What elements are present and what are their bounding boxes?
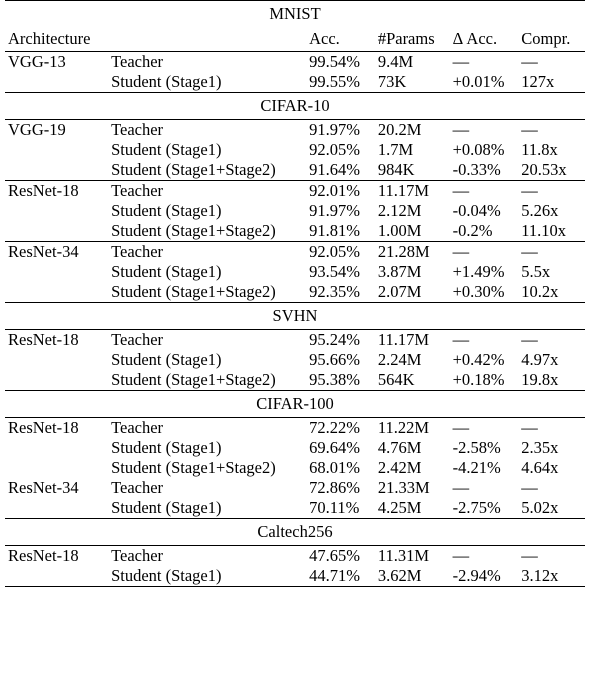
delta-acc-cell: -2.75% <box>452 498 501 517</box>
architecture-cell: ResNet-18 <box>5 181 108 202</box>
architecture-cell: ResNet-18 <box>5 418 108 439</box>
compr-cell: — <box>521 478 538 497</box>
architecture-cell: ResNet-18 <box>5 546 108 567</box>
delta-acc-cell: +0.18% <box>452 370 505 389</box>
delta-acc-cell: +1.49% <box>452 262 505 281</box>
params-cell: 9.4M <box>375 52 450 73</box>
delta-acc-cell: -0.04% <box>452 201 501 220</box>
table-row <box>5 242 585 263</box>
model-cell: Student (Stage1+Stage2) <box>111 370 276 389</box>
table-row <box>5 458 585 478</box>
architecture-cell: VGG-13 <box>5 52 108 73</box>
table-row <box>5 438 585 458</box>
delta-acc-cell: -2.94% <box>450 566 519 587</box>
acc-cell: 99.55% <box>309 72 360 91</box>
delta-acc-cell: -0.2% <box>452 221 493 240</box>
params-cell: 21.33M <box>377 478 430 497</box>
model-cell: Student (Stage1) <box>111 140 222 159</box>
table-row <box>5 120 585 141</box>
params-cell: 11.22M <box>375 418 450 439</box>
model-cell: Teacher <box>108 52 306 73</box>
params-cell: 2.42M <box>377 458 422 477</box>
params-cell: 21.28M <box>375 242 450 263</box>
compr-cell: 10.2x <box>521 282 559 301</box>
dataset-title: MNIST <box>5 1 585 28</box>
compr-cell: 5.02x <box>521 498 559 517</box>
delta-acc-cell: +0.01% <box>452 72 505 91</box>
compr-cell: 19.8x <box>521 370 559 389</box>
architecture-cell <box>5 221 108 242</box>
architecture-cell <box>5 72 108 93</box>
acc-cell: 72.86% <box>309 478 360 497</box>
table-row <box>5 418 585 439</box>
table-row <box>5 221 585 242</box>
architecture-cell: ResNet-34 <box>8 478 79 497</box>
params-cell: 1.00M <box>377 221 422 240</box>
acc-cell: 99.54% <box>306 52 375 73</box>
model-cell: Student (Stage1+Stage2) <box>111 221 276 240</box>
header-acc: Acc. <box>309 29 340 48</box>
params-cell: 4.25M <box>377 498 422 517</box>
params-cell: 2.12M <box>377 201 422 220</box>
model-cell: Student (Stage1+Stage2) <box>111 160 276 179</box>
compr-cell: 20.53x <box>521 160 567 179</box>
params-cell: 11.17M <box>375 181 450 202</box>
acc-cell: 93.54% <box>309 262 360 281</box>
acc-cell: 91.97% <box>309 201 360 220</box>
delta-acc-cell: — <box>450 52 519 73</box>
params-cell: 1.7M <box>377 140 414 159</box>
architecture-cell <box>5 350 108 370</box>
results-table-body <box>5 1 585 587</box>
architecture-cell: ResNet-34 <box>5 242 108 263</box>
compr-cell: — <box>518 181 585 202</box>
section-title-row <box>5 519 585 546</box>
model-cell: Student (Stage1) <box>111 72 222 91</box>
architecture-cell <box>5 140 108 160</box>
dataset-title: SVHN <box>5 303 585 330</box>
acc-cell: 44.71% <box>306 566 375 587</box>
params-cell: 3.62M <box>375 566 450 587</box>
compr-cell: — <box>518 330 585 351</box>
architecture-cell: ResNet-18 <box>5 330 108 351</box>
header-row <box>5 27 585 52</box>
table-row <box>5 160 585 181</box>
model-cell: Teacher <box>108 120 306 141</box>
compr-cell: 3.12x <box>518 566 585 587</box>
compr-cell: 5.26x <box>521 201 559 220</box>
delta-acc-cell: — <box>452 478 470 497</box>
table-row <box>5 498 585 519</box>
model-cell: Teacher <box>108 546 306 567</box>
table-row <box>5 566 585 587</box>
acc-cell: 47.65% <box>306 546 375 567</box>
architecture-cell: VGG-19 <box>5 120 108 141</box>
params-cell: 564K <box>377 370 415 389</box>
params-cell: 20.2M <box>375 120 450 141</box>
table-row <box>5 370 585 391</box>
compr-cell: 4.97x <box>521 350 559 369</box>
acc-cell: 70.11% <box>309 498 360 517</box>
header-delta-acc: Δ Acc. <box>452 29 498 48</box>
compr-cell: 2.35x <box>521 438 559 457</box>
acc-cell: 91.81% <box>309 221 360 240</box>
architecture-cell <box>5 282 108 303</box>
architecture-cell <box>5 201 108 221</box>
table-row <box>5 52 585 73</box>
acc-cell: 95.38% <box>309 370 360 389</box>
section-title-row <box>5 391 585 418</box>
compr-cell: 127x <box>521 72 555 91</box>
model-cell: Teacher <box>108 181 306 202</box>
delta-acc-cell: -2.58% <box>452 438 501 457</box>
params-cell: 2.24M <box>377 350 422 369</box>
params-cell: 3.87M <box>377 262 422 281</box>
delta-acc-cell: — <box>450 242 519 263</box>
model-cell: Student (Stage1) <box>111 438 222 457</box>
dataset-title: Caltech256 <box>5 519 585 546</box>
compr-cell: 4.64x <box>521 458 559 477</box>
delta-acc-cell: -0.33% <box>452 160 501 179</box>
dataset-title: CIFAR-10 <box>5 93 585 120</box>
architecture-cell <box>5 566 108 587</box>
architecture-cell <box>5 458 108 478</box>
compr-cell: — <box>518 418 585 439</box>
architecture-cell <box>5 438 108 458</box>
table-row <box>5 282 585 303</box>
delta-acc-cell: +0.30% <box>452 282 505 301</box>
acc-cell: 68.01% <box>309 458 360 477</box>
delta-acc-cell: +0.42% <box>452 350 505 369</box>
compr-cell: — <box>518 242 585 263</box>
model-cell: Student (Stage1) <box>111 498 222 517</box>
acc-cell: 95.66% <box>309 350 360 369</box>
table-row <box>5 546 585 567</box>
model-cell: Student (Stage1+Stage2) <box>111 282 276 301</box>
compr-cell: 5.5x <box>521 262 551 281</box>
section-title-row <box>5 1 585 28</box>
section-title-row <box>5 93 585 120</box>
model-cell: Student (Stage1+Stage2) <box>111 458 276 477</box>
table-row <box>5 140 585 160</box>
table-row <box>5 330 585 351</box>
architecture-cell <box>5 160 108 181</box>
acc-cell: 92.35% <box>309 282 360 301</box>
acc-cell: 69.64% <box>309 438 360 457</box>
params-cell: 984K <box>377 160 415 179</box>
architecture-cell <box>5 370 108 391</box>
architecture-cell <box>5 498 108 519</box>
delta-acc-cell: -4.21% <box>452 458 501 477</box>
params-cell: 4.76M <box>377 438 422 457</box>
header-architecture: Architecture <box>8 29 91 48</box>
params-cell: 11.31M <box>375 546 450 567</box>
dataset-title: CIFAR-100 <box>5 391 585 418</box>
table-row <box>5 262 585 282</box>
delta-acc-cell: +0.08% <box>452 140 505 159</box>
table-row <box>5 350 585 370</box>
header-compr: Compr. <box>521 29 571 48</box>
delta-acc-cell: — <box>450 120 519 141</box>
params-cell: 11.17M <box>375 330 450 351</box>
section-title-row <box>5 303 585 330</box>
table-row <box>5 181 585 202</box>
acc-cell: 91.97% <box>306 120 375 141</box>
model-cell: Student (Stage1) <box>108 566 306 587</box>
model-cell: Teacher <box>108 242 306 263</box>
model-cell: Student (Stage1) <box>111 350 222 369</box>
model-cell: Teacher <box>108 330 306 351</box>
acc-cell: 91.64% <box>309 160 360 179</box>
header-params: #Params <box>377 29 435 48</box>
architecture-cell <box>5 262 108 282</box>
model-cell: Student (Stage1) <box>111 262 222 281</box>
delta-acc-cell: — <box>450 546 519 567</box>
model-cell: Teacher <box>108 418 306 439</box>
table-row <box>5 201 585 221</box>
compr-cell: — <box>518 52 585 73</box>
acc-cell: 95.24% <box>306 330 375 351</box>
delta-acc-cell: — <box>450 418 519 439</box>
delta-acc-cell: — <box>450 181 519 202</box>
results-table <box>5 0 585 587</box>
acc-cell: 92.01% <box>306 181 375 202</box>
compr-cell: — <box>518 546 585 567</box>
compr-cell: — <box>518 120 585 141</box>
compr-cell: 11.10x <box>521 221 567 240</box>
acc-cell: 72.22% <box>306 418 375 439</box>
model-cell: Student (Stage1) <box>111 201 222 220</box>
model-cell: Teacher <box>111 478 164 497</box>
table-row <box>5 478 585 498</box>
params-cell: 2.07M <box>377 282 422 301</box>
acc-cell: 92.05% <box>306 242 375 263</box>
table-row <box>5 72 585 93</box>
params-cell: 73K <box>377 72 407 91</box>
compr-cell: 11.8x <box>521 140 558 159</box>
delta-acc-cell: — <box>450 330 519 351</box>
acc-cell: 92.05% <box>309 140 360 159</box>
